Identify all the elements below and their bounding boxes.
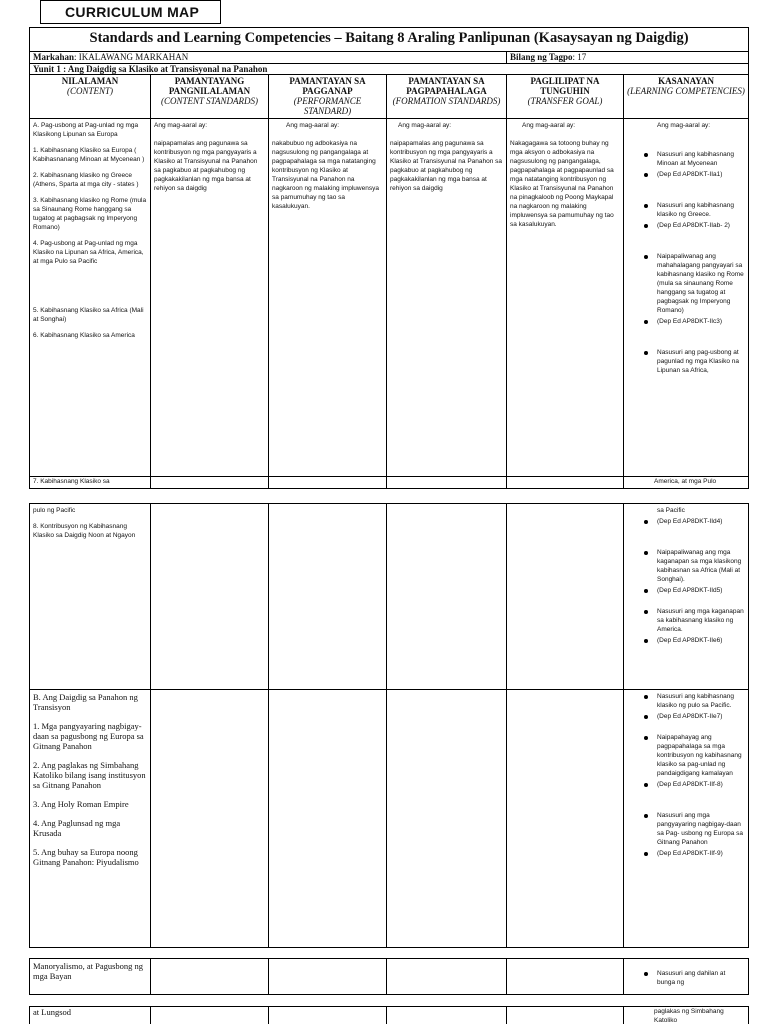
bilang-value: : 17	[572, 52, 587, 62]
list-item: Nasusuri ang kabihasnang klasiko ng pulo sa Pacific.	[627, 692, 745, 710]
competencies-cell	[624, 690, 749, 948]
table-row	[30, 119, 749, 477]
formation-standards-cell: Ang mag-aaral ay: naipapamalas ang pagunawa sa kontribusyon ng mga pangyayaris a Klasiko at Transisyunal na Panahon sa pagkabuo at pagkahubog ng pagkakakilanlan ng mga bansa at rehiyon sa daigdig	[387, 119, 507, 477]
header-content: NILALAMAN (CONTENT)	[30, 75, 151, 119]
table-row	[30, 504, 749, 690]
header-performance-standard: PAMANTAYAN SA PAGGANAP (PERFORMANCE STANDARD)	[269, 75, 387, 119]
list-item: (Dep Ed AP8DKT-IId5)	[627, 586, 745, 595]
list-item: (Dep Ed AP8DKT-IIa1)	[627, 170, 745, 179]
curriculum-table	[29, 27, 749, 489]
list-item: Nasusuri ang pag-usbong at pagunlad ng mga Klasiko na Lipunan sa Africa,	[627, 348, 745, 375]
list-item: Nasusuri ang mga pangyayaring nagbigay-daan sa Pag- usbong ng Europa sa Gitnang Panahon	[627, 811, 745, 847]
performance-standard-cell: Ang mag-aaral ay: nakabubuo ng adbokasiya na nagsusulong ng pangangalaga at pagpapahalaga sa mga natatanging kontribusyon ng Klasiko at Transisyunal na Panahon na nagkaroon ng malaking impluwensya sa pamumuhay ng tao sa kasalukuyan.	[269, 119, 387, 477]
list-item: Nasusuri ang kabihasnang Minoan at Mycenean	[627, 150, 745, 168]
curriculum-table-continued	[29, 958, 749, 995]
content-cell: at Lungsod	[30, 1007, 151, 1024]
markahan-label: Markahan	[33, 52, 75, 62]
table-row	[30, 1007, 749, 1024]
content-standards-cell: Ang mag-aaral ay: naipapamalas ang pagunawa sa kontribusyon ng mga pangyayaris a Klasiko at Transisyunal na Panahon sa pagkabuo at pagkahubog ng pagkakakilanlan ng mga bansa at rehiyon sa daigdig	[151, 119, 269, 477]
markahan-value: : IKALAWANG MARKAHAN	[74, 52, 189, 62]
table-row	[30, 690, 749, 948]
list-item: (Dep Ed AP8DKT-IIc3)	[627, 317, 745, 326]
curriculum-table-continued	[29, 1006, 749, 1024]
document-title: Standards and Learning Competencies – Baitang 8 Araling Panlipunan (Kasaysayan ng Daigdig)	[30, 28, 749, 52]
competencies-cell: Ang mag-aaral ay: Nasusuri ang kabihasnang Minoan at Mycenean (Dep Ed AP8DKT-IIa1) Nasusuri ang kabihasnang klasiko ng Greece. (Dep Ed AP8DKT-IIab- 2) Naipapaliwanag ang mahahalagang pangyayari sa kabihasnang klasiko ng Rome (mula sa sinaunang Rome hanggang sa tugatog at pagbagsak ng Imperyong Romano) (Dep Ed AP8DKT-IIc3) Nasusuri ang pag-usbong at pagunlad ng mga Klasiko na Lipunan sa Africa,	[624, 119, 749, 477]
curriculum-map-label: CURRICULUM MAP	[40, 0, 221, 24]
content-cell: 7. Kabihasnang Klasiko sa	[30, 477, 151, 489]
competencies-cell	[624, 959, 749, 995]
competencies-cell: sa Pacific (Dep Ed AP8DKT-IId4) Naipapaliwanag ang mga kaganapan sa mga klasikong kabihasnan sa Africa (Mali at Songhai). (Dep Ed AP8DKT-IId5) Nasusuri ang mga kaganapan sa kabihasnang klasiko ng America. (Dep Ed AP8DKT-IIe6)	[624, 504, 749, 690]
header-content-standards: PAMANTAYANG PANGNILALAMAN (CONTENT STANDARDS)	[151, 75, 269, 119]
list-item: Nasusuri ang mga kaganapan sa kabihasnang klasiko ng America.	[627, 607, 745, 634]
list-item: Naipapaliwanag ang mahahalagang pangyayari sa kabihasnang klasiko ng Rome (mula sa sinaunang Rome hanggang sa tugatog at pagbagsak ng Imperyong Romano)	[627, 252, 745, 315]
markahan-row	[30, 52, 507, 64]
bilang-row	[507, 52, 749, 64]
list-item: Nasusuri ang dahilan at bunga ng	[627, 969, 745, 987]
content-cell: B. Ang Daigdig sa Panahon ng Transisyon 1. Mga pangyayaring nagbigay-daan sa pagusbong ng Europa sa Gitnang Panahon 2. Ang paglakas ng Simbahang Katoliko bilang isang institusyon sa Gitnang Panahon 3. Ang Holy Roman Empire 4. Ang Paglunsad ng mga Krusada 5. Ang buhay sa Europa noong Gitnang Panahon: Piyudalismo	[30, 690, 151, 948]
bilang-label: Bilang ng Tagpo	[510, 52, 573, 62]
content-cell: pulo ng Pacific 8. Kontribusyon ng Kabihasnang Klasiko sa Daigdig Noon at Ngayon	[30, 504, 151, 690]
table-row	[30, 959, 749, 995]
header-formation-standards: PAMANTAYAN SA PAGPAPAHALAGA (FORMATION STANDARDS)	[387, 75, 507, 119]
competencies-cell: America, at mga Pulo	[624, 477, 749, 489]
header-learning-competencies: KASANAYAN (LEARNING COMPETENCIES)	[624, 75, 749, 119]
header-transfer-goal: PAGLILIPAT NA TUNGUHIN (TRANSFER GOAL)	[507, 75, 624, 119]
list-item: Naipapahayag ang pagpapahalaga sa mga kontribusyon ng kabihasnang klasiko sa pag-unlad ng pandaigdigang kamalayan	[627, 733, 745, 778]
header-row	[30, 75, 749, 119]
content-cell: Manoryalismo, at Pagusbong ng mga Bayan	[30, 959, 151, 995]
list-item: (Dep Ed AP8DKT-IId4)	[627, 517, 745, 526]
competencies-cell: paglakas ng Simbahang Katoliko	[624, 1007, 749, 1024]
list-item: (Dep Ed AP8DKT-IIe7)	[627, 712, 745, 721]
list-item: Naipapaliwanag ang mga kaganapan sa mga klasikong kabihasnan sa Africa (Mali at Songhai).	[627, 548, 745, 584]
yunit-row: Yunit 1 : Ang Daigdig sa Klasiko at Transisyonal na Panahon	[30, 64, 749, 75]
list-item: (Dep Ed AP8DKT-IIe6)	[627, 636, 745, 645]
list-item: (Dep Ed AP8DKT-IIf-9)	[627, 849, 745, 858]
list-item: (Dep Ed AP8DKT-IIf-8)	[627, 780, 745, 789]
table-row	[30, 477, 749, 489]
content-cell: A. Pag-usbong at Pag-unlad ng mga Klasikong Lipunan sa Europa 1. Kabihasnang Klasiko sa Europa ( Kabihasnanang Minoan at Mycenean ) 2. Kabihasnang klasiko ng Greece (Athens, Sparta at mga city - states ) 3. Kabihasnang klasiko ng Rome (mula sa Sinaunang Rome hanggang sa tugatog at pagbagsak ng Imperyong Romano) 4. Pag-usbong at Pag-unlad ng mga Klasiko na Lipunan sa Africa, America, at mga Pulo sa Pacific 5. Kabihasnang Klasiko sa Africa (Mali at Songhai) 6. Kabihasnang Klasiko sa America	[30, 119, 151, 477]
transfer-goal-cell: Ang mag-aaral ay: Nakagagawa sa totoong buhay ng mga aksyon o adbokasiya na nagsusulong ng pangangalaga, pagpapahalaga at pagpapaunlad sa mga natatanging kontribusyon ng Klasiko at Transisyunal na Panahon na pinagkaloob ng Poong Maykapal na nagkaroon ng malaking impluwensya sa pamumuhay ng tao sa kasalukuyan.	[507, 119, 624, 477]
list-item: Nasusuri ang kabihasnang klasiko ng Greece.	[627, 201, 745, 219]
curriculum-table-continued	[29, 503, 749, 948]
list-item: (Dep Ed AP8DKT-IIab- 2)	[627, 221, 745, 230]
